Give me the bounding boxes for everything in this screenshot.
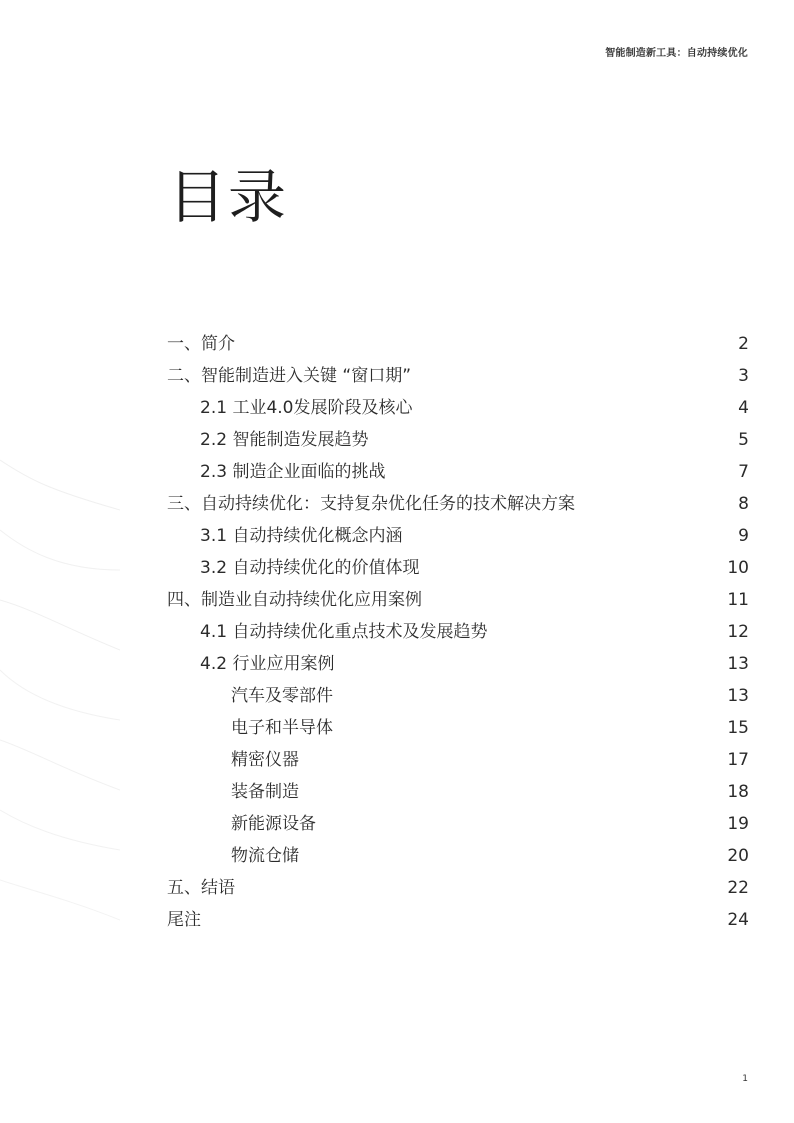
toc-entry-page: 13: [727, 654, 749, 674]
toc-entry-label: 五、结语: [167, 878, 235, 898]
toc-entry[interactable]: [167, 520, 749, 552]
toc-entry[interactable]: [167, 808, 749, 840]
toc-entry-label: 精密仪器: [231, 750, 299, 770]
toc-entry-label: 4.2 行业应用案例: [200, 654, 335, 674]
toc-entry[interactable]: [167, 872, 749, 904]
toc-entry[interactable]: [167, 776, 749, 808]
toc-entry[interactable]: [167, 648, 749, 680]
toc-entry-page: 9: [738, 526, 749, 546]
toc-entry-label: 3.2 自动持续优化的价值体现: [200, 558, 420, 578]
toc-entry-label: 装备制造: [231, 782, 299, 802]
toc-entry-label: 二、智能制造进入关键 “窗口期”: [167, 366, 412, 386]
toc-entry[interactable]: [167, 616, 749, 648]
toc-entry-label: 三、自动持续优化：支持复杂优化任务的技术解决方案: [167, 494, 575, 514]
toc-entry-page: 12: [727, 622, 749, 642]
toc-entry-page: 19: [727, 814, 749, 834]
toc-entry[interactable]: [167, 904, 749, 936]
toc-entry[interactable]: [167, 328, 749, 360]
toc-entry-label: 2.1 工业4.0发展阶段及核心: [200, 398, 413, 418]
toc-entry-page: 3: [738, 366, 749, 386]
toc-entry-label: 3.1 自动持续优化概念内涵: [200, 526, 403, 546]
toc-entry-page: 13: [727, 686, 749, 706]
toc-entry-page: 15: [727, 718, 749, 738]
toc-entry-page: 20: [727, 846, 749, 866]
toc-entry-label: 一、简介: [167, 334, 235, 354]
toc-entry[interactable]: [167, 424, 749, 456]
toc-entry[interactable]: [167, 488, 749, 520]
decorative-background-lines: [0, 420, 120, 940]
toc-entry-page: 7: [738, 462, 749, 482]
toc-entry-label: 物流仓储: [231, 846, 299, 866]
toc-entry[interactable]: [167, 744, 749, 776]
toc-entry-label: 2.3 制造企业面临的挑战: [200, 462, 386, 482]
toc-entry-label: 新能源设备: [231, 814, 316, 834]
toc-entry-label: 2.2 智能制造发展趋势: [200, 430, 369, 450]
toc-entry[interactable]: [167, 456, 749, 488]
toc-entry-page: 8: [738, 494, 749, 514]
toc-entry[interactable]: [167, 552, 749, 584]
toc-entry-page: 10: [727, 558, 749, 578]
toc-entry-page: 22: [727, 878, 749, 898]
toc-entry-label: 四、制造业自动持续优化应用案例: [167, 590, 422, 610]
toc-entry[interactable]: [167, 680, 749, 712]
toc-entry-label: 汽车及零部件: [231, 686, 333, 706]
toc-entry-label: 4.1 自动持续优化重点技术及发展趋势: [200, 622, 488, 642]
toc-entry-page: 11: [727, 590, 749, 610]
toc-entry[interactable]: [167, 584, 749, 616]
toc-entry-page: 24: [727, 910, 749, 930]
toc-entry-page: 18: [727, 782, 749, 802]
page-number: 1: [742, 1074, 748, 1084]
toc-entry[interactable]: [167, 360, 749, 392]
toc-title: 目录: [168, 163, 289, 231]
toc-entry-page: 4: [738, 398, 749, 418]
toc-entry[interactable]: [167, 712, 749, 744]
running-header: 智能制造新工具：自动持续优化: [605, 48, 748, 59]
toc-entry-page: 5: [738, 430, 749, 450]
table-of-contents: [167, 328, 749, 936]
toc-entry[interactable]: [167, 840, 749, 872]
toc-entry-label: 尾注: [167, 910, 201, 930]
toc-entry[interactable]: [167, 392, 749, 424]
toc-entry-page: 17: [727, 750, 749, 770]
toc-entry-page: 2: [738, 334, 749, 354]
toc-entry-label: 电子和半导体: [231, 718, 333, 738]
